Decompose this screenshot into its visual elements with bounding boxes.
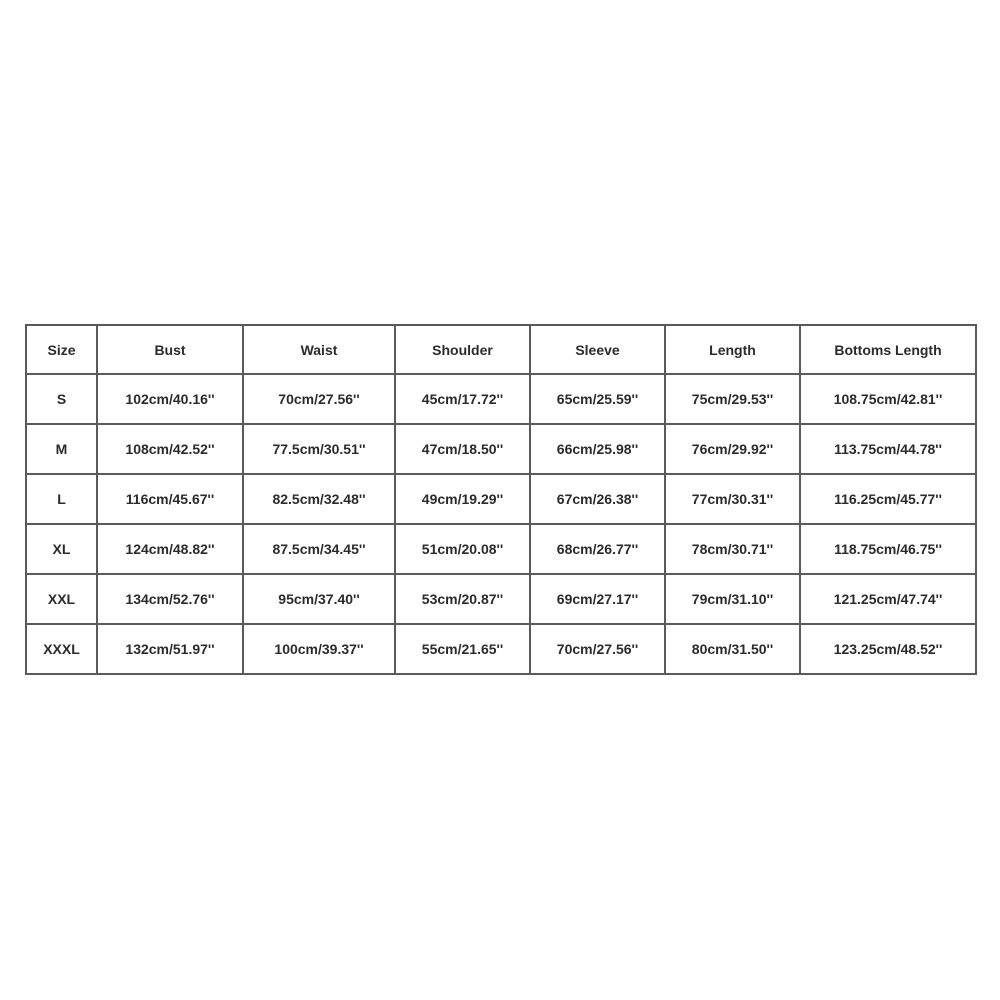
length-cell: 76cm/29.92'' [665, 424, 800, 474]
bottoms-length-cell: 113.75cm/44.78'' [800, 424, 976, 474]
shoulder-cell: 45cm/17.72'' [395, 374, 530, 424]
waist-cell: 95cm/37.40'' [243, 574, 395, 624]
size-cell: S [26, 374, 97, 424]
table-header-row [26, 325, 976, 374]
sleeve-cell: 68cm/26.77'' [530, 524, 665, 574]
bust-cell: 108cm/42.52'' [97, 424, 243, 474]
shoulder-cell: 49cm/19.29'' [395, 474, 530, 524]
table-row [26, 574, 976, 624]
size-chart-table [25, 324, 977, 675]
size-cell: XL [26, 524, 97, 574]
waist-cell: 82.5cm/32.48'' [243, 474, 395, 524]
column-header: Length [665, 325, 800, 374]
bust-cell: 134cm/52.76'' [97, 574, 243, 624]
column-header: Waist [243, 325, 395, 374]
waist-cell: 100cm/39.37'' [243, 624, 395, 674]
length-cell: 78cm/30.71'' [665, 524, 800, 574]
shoulder-cell: 53cm/20.87'' [395, 574, 530, 624]
bust-cell: 124cm/48.82'' [97, 524, 243, 574]
size-cell: M [26, 424, 97, 474]
bottoms-length-cell: 123.25cm/48.52'' [800, 624, 976, 674]
column-header: Bust [97, 325, 243, 374]
waist-cell: 87.5cm/34.45'' [243, 524, 395, 574]
column-header: Shoulder [395, 325, 530, 374]
size-cell: XXXL [26, 624, 97, 674]
table-row [26, 624, 976, 674]
table-row [26, 424, 976, 474]
sleeve-cell: 66cm/25.98'' [530, 424, 665, 474]
table-row [26, 524, 976, 574]
sleeve-cell: 70cm/27.56'' [530, 624, 665, 674]
shoulder-cell: 55cm/21.65'' [395, 624, 530, 674]
column-header: Size [26, 325, 97, 374]
bottoms-length-cell: 121.25cm/47.74'' [800, 574, 976, 624]
bust-cell: 102cm/40.16'' [97, 374, 243, 424]
sleeve-cell: 65cm/25.59'' [530, 374, 665, 424]
length-cell: 79cm/31.10'' [665, 574, 800, 624]
table-row [26, 374, 976, 424]
length-cell: 77cm/30.31'' [665, 474, 800, 524]
shoulder-cell: 51cm/20.08'' [395, 524, 530, 574]
length-cell: 80cm/31.50'' [665, 624, 800, 674]
bottoms-length-cell: 116.25cm/45.77'' [800, 474, 976, 524]
sleeve-cell: 69cm/27.17'' [530, 574, 665, 624]
length-cell: 75cm/29.53'' [665, 374, 800, 424]
bust-cell: 116cm/45.67'' [97, 474, 243, 524]
bust-cell: 132cm/51.97'' [97, 624, 243, 674]
table-row [26, 474, 976, 524]
size-cell: L [26, 474, 97, 524]
column-header: Bottoms Length [800, 325, 976, 374]
bottoms-length-cell: 118.75cm/46.75'' [800, 524, 976, 574]
size-cell: XXL [26, 574, 97, 624]
column-header: Sleeve [530, 325, 665, 374]
waist-cell: 70cm/27.56'' [243, 374, 395, 424]
sleeve-cell: 67cm/26.38'' [530, 474, 665, 524]
waist-cell: 77.5cm/30.51'' [243, 424, 395, 474]
bottoms-length-cell: 108.75cm/42.81'' [800, 374, 976, 424]
shoulder-cell: 47cm/18.50'' [395, 424, 530, 474]
